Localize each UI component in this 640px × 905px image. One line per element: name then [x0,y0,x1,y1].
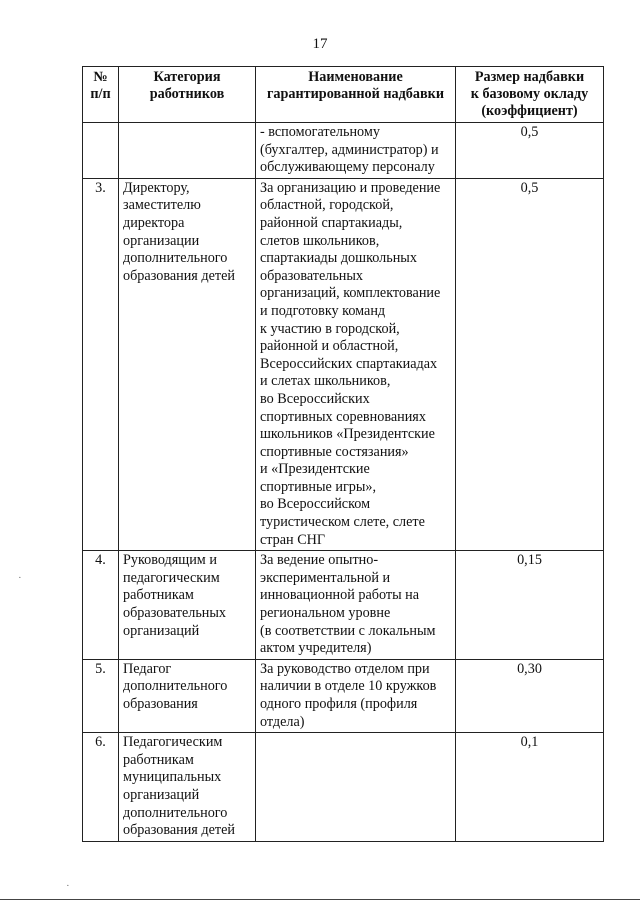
row-allowance-name: За руководство отделом при наличии в отделе 10 кружков одного профиля (профиля отдела) [256,659,456,732]
row-category: Педагогическим работникам муниципальных организаций дополнительного образования детей [119,733,256,842]
row-allowance-name: За организацию и проведение областной, городской, районной спартакиады, слетов школьников, спартакиады дошкольных образовательных организаций, комплектование и подготовку команд к участию в городской, районной и областной, Всероссийских спартакиадах и слетах школьников, во Всероссийских спортивных соревнованиях школьников «Президентские спортивные состязания» и «Президентские спортивные игры», во Всероссийском туристическом слете, слете стран СНГ [256,178,456,550]
row-category: Руководящим и педагогическим работникам образовательных организаций [119,551,256,660]
row-category: Педагог дополнительного образования [119,659,256,732]
row-category [119,123,256,179]
scan-speck: · [66,880,70,892]
table-row [83,551,604,660]
scan-speck: · [18,572,22,584]
row-num: 5. [83,659,119,732]
row-allowance-name: - вспомогательному (бухгалтер, администратор) и обслуживающему персоналу [256,123,456,179]
header-coefficient: Размер надбавки к базовому окладу (коэффициент) [456,67,604,123]
row-coefficient: 0,30 [456,659,604,732]
row-coefficient: 0,1 [456,733,604,842]
row-category: Директору, заместителю директора организации дополнительного образования детей [119,178,256,550]
allowance-table [82,66,604,842]
scan-edge-line [0,899,640,900]
table-row [83,178,604,550]
header-allowance-name: Наименование гарантированной надбавки [256,67,456,123]
row-num: 4. [83,551,119,660]
row-coefficient: 0,15 [456,551,604,660]
row-coefficient: 0,5 [456,123,604,179]
header-category: Категория работников [119,67,256,123]
row-num [83,123,119,179]
row-num: 3. [83,178,119,550]
row-allowance-name: За ведение опытно- экспериментальной и инновационной работы на региональном уровне (в соответствии с локальным актом учредителя) [256,551,456,660]
table-row [83,659,604,732]
table-row [83,123,604,179]
row-num: 6. [83,733,119,842]
table-row [83,733,604,842]
row-allowance-name [256,733,456,842]
row-coefficient: 0,5 [456,178,604,550]
header-num: № п/п [83,67,119,123]
table-header-row [83,67,604,123]
page-number: 17 [312,36,328,52]
